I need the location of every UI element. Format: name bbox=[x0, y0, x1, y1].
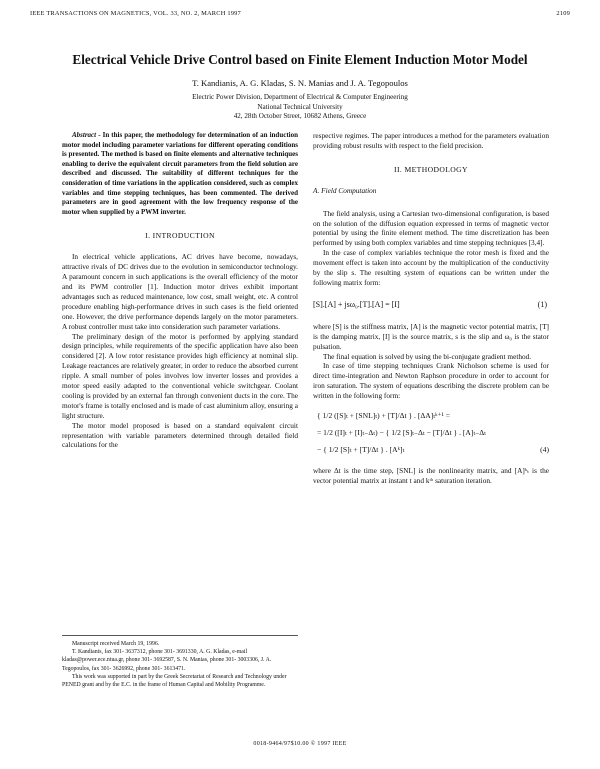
equation-number: (4) bbox=[540, 445, 549, 455]
footnote-line: This work was supported in part by the Greek Secretariat of Research and Technology under PENED grant and by the E.C. in the frame of Human Capital and Mobility Programme. bbox=[62, 673, 287, 689]
footnote-line: Manuscript received March 19, 1996. bbox=[72, 641, 160, 647]
paragraph: In the case of complex variables technique the rotor mesh is fixed and the movement effect is taken into account by the multiplication of the conductivity by the slip s. The resulting system of equations can be written under the following matrix form: bbox=[313, 248, 549, 287]
affiliation bbox=[0, 93, 600, 122]
paragraph: In electrical vehicle applications, AC drives have become, nowadays, attractive rivals of DC drives due to the evolution in semiconductor technology. A paramount concern in such applications is the overall efficiency of the motor and its PWM controller [1]. Induction motor drives exhibit important advantages such as reduced maintenance, low cost, small weight, etc. A control procedure enabling high-performance drives in such cases is the field oriented one. However, the drive performance depends largely on the motor parameters. A robust controller must take into consideration such parameter variations. bbox=[62, 252, 298, 331]
authors: T. Kandianis, A. G. Kladas, S. N. Manias and J. A. Tegopoulos bbox=[192, 78, 408, 88]
footnote-divider bbox=[62, 635, 298, 636]
paragraph: In case of time stepping techniques Crank Nicholson scheme is used for direct time-integration and Newton Raphson procedure in order to account for iron saturation. The system of equations describing the discrete problem can be written in the following form: bbox=[313, 361, 549, 401]
affiliation-line: Electric Power Division, Department of Electrical & Computer Engineering bbox=[192, 93, 408, 101]
paragraph: The field analysis, using a Cartesian two-dimensional configuration, is based on the solution of the diffusion equation expressed in terms of magnetic vector potential by using the finite element method. The time discretization has been performed by using both complex variables and time stepping techniques [3,4]. bbox=[313, 208, 549, 248]
left-column bbox=[62, 131, 298, 450]
footnote bbox=[62, 640, 298, 689]
equation-4 bbox=[317, 407, 549, 458]
equation-body: [S].[A] + jsω₀.[T].[A] = [I] bbox=[313, 299, 400, 309]
paper-title: Electrical Vehicle Drive Control based on Finite Element Induction Motor Model bbox=[72, 52, 528, 67]
section-heading-introduction: I. INTRODUCTION bbox=[145, 231, 215, 241]
abstract bbox=[62, 131, 298, 217]
paragraph: where [S] is the stiffness matrix, [A] is the magnetic vector potential matrix, [T] is the damping matrix, [I] is the source matrix, s is the slip and ω₀ is the stator pulsation. bbox=[313, 321, 549, 351]
affiliation-line: 42, 28th October Street, 10682 Athens, Greece bbox=[233, 112, 367, 121]
equation-1 bbox=[313, 300, 549, 310]
section-heading-methodology: II. METHODOLOGY bbox=[394, 164, 468, 174]
equation-line: { 1/2 ([S]ₜ + [SNL]ₜ) + [T]/Δt } . [ΔA]ₜᵏ⁺¹ = bbox=[317, 411, 450, 421]
paragraph: The preliminary design of the motor is performed by applying standard design principles, while requirements of the specific application have also been considered [2]. A low rotor resistance provides high efficiency at nominal slip. Leakage reactances are relatively greater, in order to reduce the absorbed current ripple. A small number of poles involves low inverter losses and provides a motor speed easily adapted to the conventional vehicle switchgear. Coolant cooling is provided by an external fan through convenient ducts in the core. The motor's frame is totally enclosed and is made of cast aluminium alloy, ensuring a light structure. bbox=[62, 331, 298, 420]
paragraph: where Δt is the time step, [SNL] is the nonlinearity matrix, and [A]ᵏₜ is the vector potential matrix at instant t and kᵗʰ saturation iteration. bbox=[313, 466, 549, 485]
equation-body: − { 1/2 [S]ₜ + [T]/Δt } . [Aᵏ]ₜ bbox=[317, 445, 405, 455]
page-number: 2109 bbox=[556, 10, 570, 17]
running-header bbox=[30, 10, 570, 17]
subsection-heading: A. Field Computation bbox=[313, 185, 377, 195]
equation-line bbox=[317, 441, 549, 458]
paragraph: The motor model proposed is based on a standard equivalent circuit representation with variable parameters determined through detailed field calculations for the bbox=[62, 420, 298, 450]
equation-number: (1) bbox=[537, 299, 547, 309]
affiliation-line: National Technical University bbox=[257, 102, 343, 111]
paragraph: respective regimes. The paper introduces a method for the parameters evaluation providing robust results with respect to the field precision. bbox=[313, 131, 549, 150]
paragraph: The final equation is solved by using the bi-conjugate gradient method. bbox=[323, 351, 532, 361]
abstract-label: Abstract bbox=[72, 131, 97, 139]
copyright-line: 0018-9464/97$10.00 © 1997 IEEE bbox=[253, 741, 347, 747]
abstract-text: - In this paper, the methodology for determination of an induction motor model including parameter variations for different operating conditions is presented. The method is based on finite elements and alternative techniques enabling to derive the equivalent circuit parameters from the field solution are described and discussed. The suitability of different techniques for the consideration of time variations in the application considered, such as complex variables and time stepping techniques, has been commented. The derived parameters are in good agreement with the low frequency response of the motor when supplied by a PWM inverter. bbox=[62, 131, 298, 216]
journal-line: IEEE TRANSACTIONS ON MAGNETICS, VOL. 33, NO. 2, MARCH 1997 bbox=[30, 10, 241, 17]
footnote-line: T. Kandianis, fax 301- 3637312, phone 301- 3691330, A. G. Kladas, e-mail kladas@power.ece.ntua.gr, phone 301- 3692587, S. N. Manias, phone 301- 3003306, J. A. Tegopoulos, fax 301- 3626992, phone 301- 3613471. bbox=[62, 649, 272, 672]
right-column bbox=[313, 131, 549, 486]
equation-line: = 1/2 ([I]ₜ + [I]ₜ₋Δₜ) − { 1/2 [S]ₜ₋Δₜ − [T]/Δt } . [A]ₜ₋Δₜ bbox=[317, 428, 487, 438]
